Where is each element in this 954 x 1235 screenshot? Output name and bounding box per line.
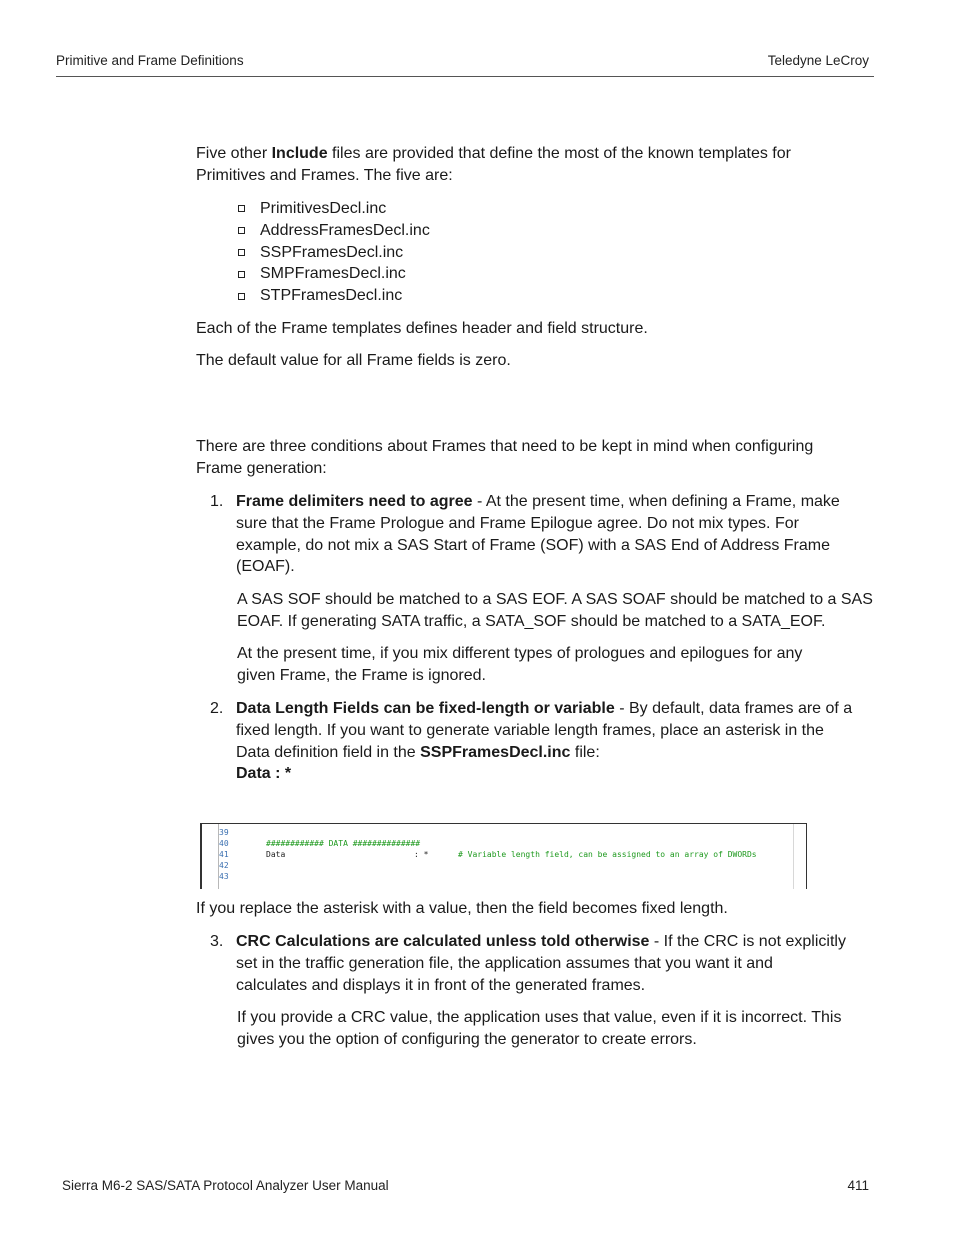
- running-header-title: Primitive and Frame Definitions: [56, 53, 244, 68]
- checkbox-bullet-icon: [238, 249, 245, 256]
- list-item: PrimitivesDecl.inc: [238, 198, 430, 220]
- replace-asterisk-paragraph: If you replace the asterisk with a value, then the field becomes fixed length.: [196, 900, 728, 917]
- condition-item-1: 1. Frame delimiters need to agree - At the present time, when defining a Frame, make sure that the Frame Prologue and Frame Epilogue agree. Do not mix types. For example, do not mix a SAS Start of Frame (SOF) with a SAS End of Address Frame (EOAF).: [210, 493, 840, 576]
- code-screenshot: 39 40 ############ DATA ############## 41 Data : * # Variable length field, can be assigned to an array of DWORDs 42 43: [200, 823, 807, 889]
- include-file-list: [238, 198, 430, 307]
- item-number: 2.: [210, 700, 224, 717]
- running-header-company: Teledyne LeCroy: [767, 53, 869, 68]
- intro-paragraph: Five other Include files are provided that define the most of the known templates for Primitives and Frames. The five are:: [196, 145, 791, 184]
- condition-item-3: 3. CRC Calculations are calculated unless told otherwise - If the CRC is not explicitly set in the traffic generation file, the application assumes that you want it and calculates and displays it in front of the generated frames.: [210, 933, 846, 994]
- templates-paragraph: Each of the Frame templates defines header and field structure.: [196, 320, 648, 337]
- list-item: SSPFramesDecl.inc: [238, 242, 430, 264]
- item-1-note-sof: A SAS SOF should be matched to a SAS EOF. A SAS SOAF should be matched to a SAS EOAF. If generating SATA traffic, a SATA_SOF should be matched to a SATA_EOF.: [237, 591, 873, 630]
- checkbox-bullet-icon: [238, 293, 245, 300]
- item-1-note-mixed: At the present time, if you mix different types of prologues and epilogues for any given Frame, the Frame is ignored.: [237, 645, 803, 684]
- checkbox-bullet-icon: [238, 205, 245, 212]
- item-number: 1.: [210, 493, 224, 510]
- header-divider: [56, 76, 874, 77]
- page-number: 411: [847, 1178, 869, 1193]
- conditions-intro-paragraph: There are three conditions about Frames that need to be kept in mind when configuring Frame generation:: [196, 438, 814, 477]
- condition-item-2: 2. Data Length Fields can be fixed-length or variable - By default, data frames are of a fixed length. If you want to generate variable length frames, place an asterisk in the Data definition field in the SSPFramesDecl.inc file: Data : *: [210, 700, 853, 783]
- list-item: STPFramesDecl.inc: [238, 285, 430, 307]
- footer-manual-title: Sierra M6-2 SAS/SATA Protocol Analyzer User Manual: [62, 1178, 389, 1193]
- checkbox-bullet-icon: [238, 271, 245, 278]
- list-item: SMPFramesDecl.inc: [238, 263, 430, 285]
- default-value-paragraph: The default value for all Frame fields is zero.: [196, 352, 511, 369]
- checkbox-bullet-icon: [238, 227, 245, 234]
- item-number: 3.: [210, 933, 224, 950]
- item-3-note-crc: If you provide a CRC value, the application uses that value, even if it is incorrect. This gives you the option of configuring the generator to create errors.: [237, 1009, 842, 1048]
- list-item: AddressFramesDecl.inc: [238, 220, 430, 242]
- right-margin-line: [793, 824, 794, 889]
- data-asterisk-label: Data : *: [236, 765, 292, 783]
